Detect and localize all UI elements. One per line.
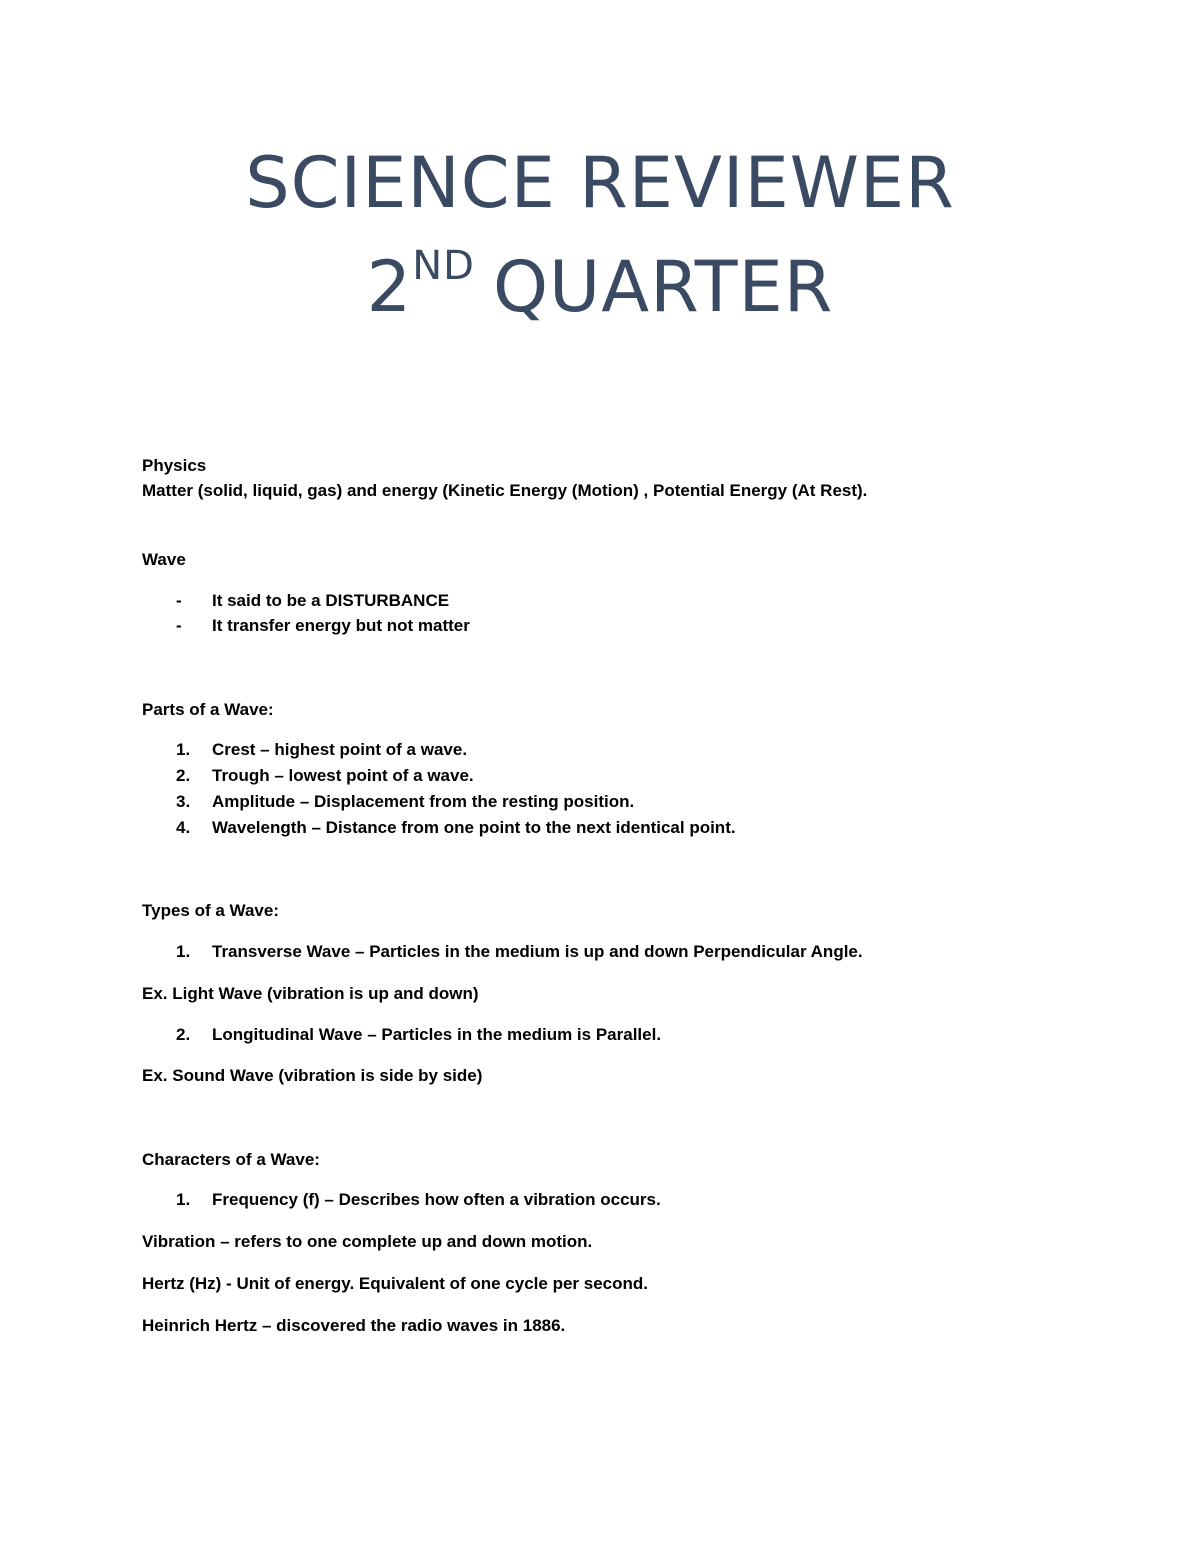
title-quarter-word: QUARTER xyxy=(492,246,834,328)
list-item-text: Trough – lowest point of a wave. xyxy=(212,766,474,785)
types-example-sound: Ex. Sound Wave (vibration is side by side) xyxy=(142,1066,483,1085)
heinrich-hertz-note: Heinrich Hertz – discovered the radio waves in 1886. xyxy=(142,1316,566,1335)
list-item-text: Crest – highest point of a wave. xyxy=(212,740,468,759)
wave-bullet-text: It transfer energy but not matter xyxy=(212,616,470,635)
list-number: 3. xyxy=(176,792,191,811)
characters-heading: Characters of a Wave: xyxy=(142,1150,320,1169)
list-item-text: Transverse Wave – Particles in the medium is up and down Perpendicular Angle. xyxy=(212,942,863,961)
bullet-dash: - xyxy=(176,616,182,635)
list-number: 1. xyxy=(176,740,191,759)
list-item-text: Frequency (f) – Describes how often a vibration occurs. xyxy=(212,1190,661,1209)
physics-heading: Physics xyxy=(142,456,207,475)
physics-matter-energy-line: Matter (solid, liquid, gas) and energy (Kinetic Energy (Motion) , Potential Energy (At Rest). xyxy=(142,481,868,500)
list-number: 1. xyxy=(176,942,191,961)
title-line-1: SCIENCE REVIEWER xyxy=(245,142,955,224)
parts-heading: Parts of a Wave: xyxy=(142,700,274,719)
list-number: 4. xyxy=(176,818,191,837)
types-example-light: Ex. Light Wave (vibration is up and down) xyxy=(142,984,479,1003)
title-ordinal-suffix: ND xyxy=(412,243,475,289)
types-heading: Types of a Wave: xyxy=(142,901,279,920)
bullet-dash: - xyxy=(176,591,182,610)
wave-bullet-text: It said to be a DISTURBANCE xyxy=(212,591,450,610)
vibration-definition: Vibration – refers to one complete up and down motion. xyxy=(142,1232,593,1251)
wave-heading: Wave xyxy=(142,550,186,569)
list-item-text: Wavelength – Distance from one point to the next identical point. xyxy=(212,818,736,837)
hertz-definition: Hertz (Hz) - Unit of energy. Equivalent of one cycle per second. xyxy=(142,1274,648,1293)
list-number: 2. xyxy=(176,766,191,785)
title-line-2 xyxy=(0,243,1200,328)
list-item-text: Amplitude – Displacement from the resting position. xyxy=(212,792,635,811)
title-quarter-number: 2 xyxy=(366,246,413,328)
list-number: 2. xyxy=(176,1025,191,1044)
list-number: 1. xyxy=(176,1190,191,1209)
list-item-text: Longitudinal Wave – Particles in the medium is Parallel. xyxy=(212,1025,662,1044)
